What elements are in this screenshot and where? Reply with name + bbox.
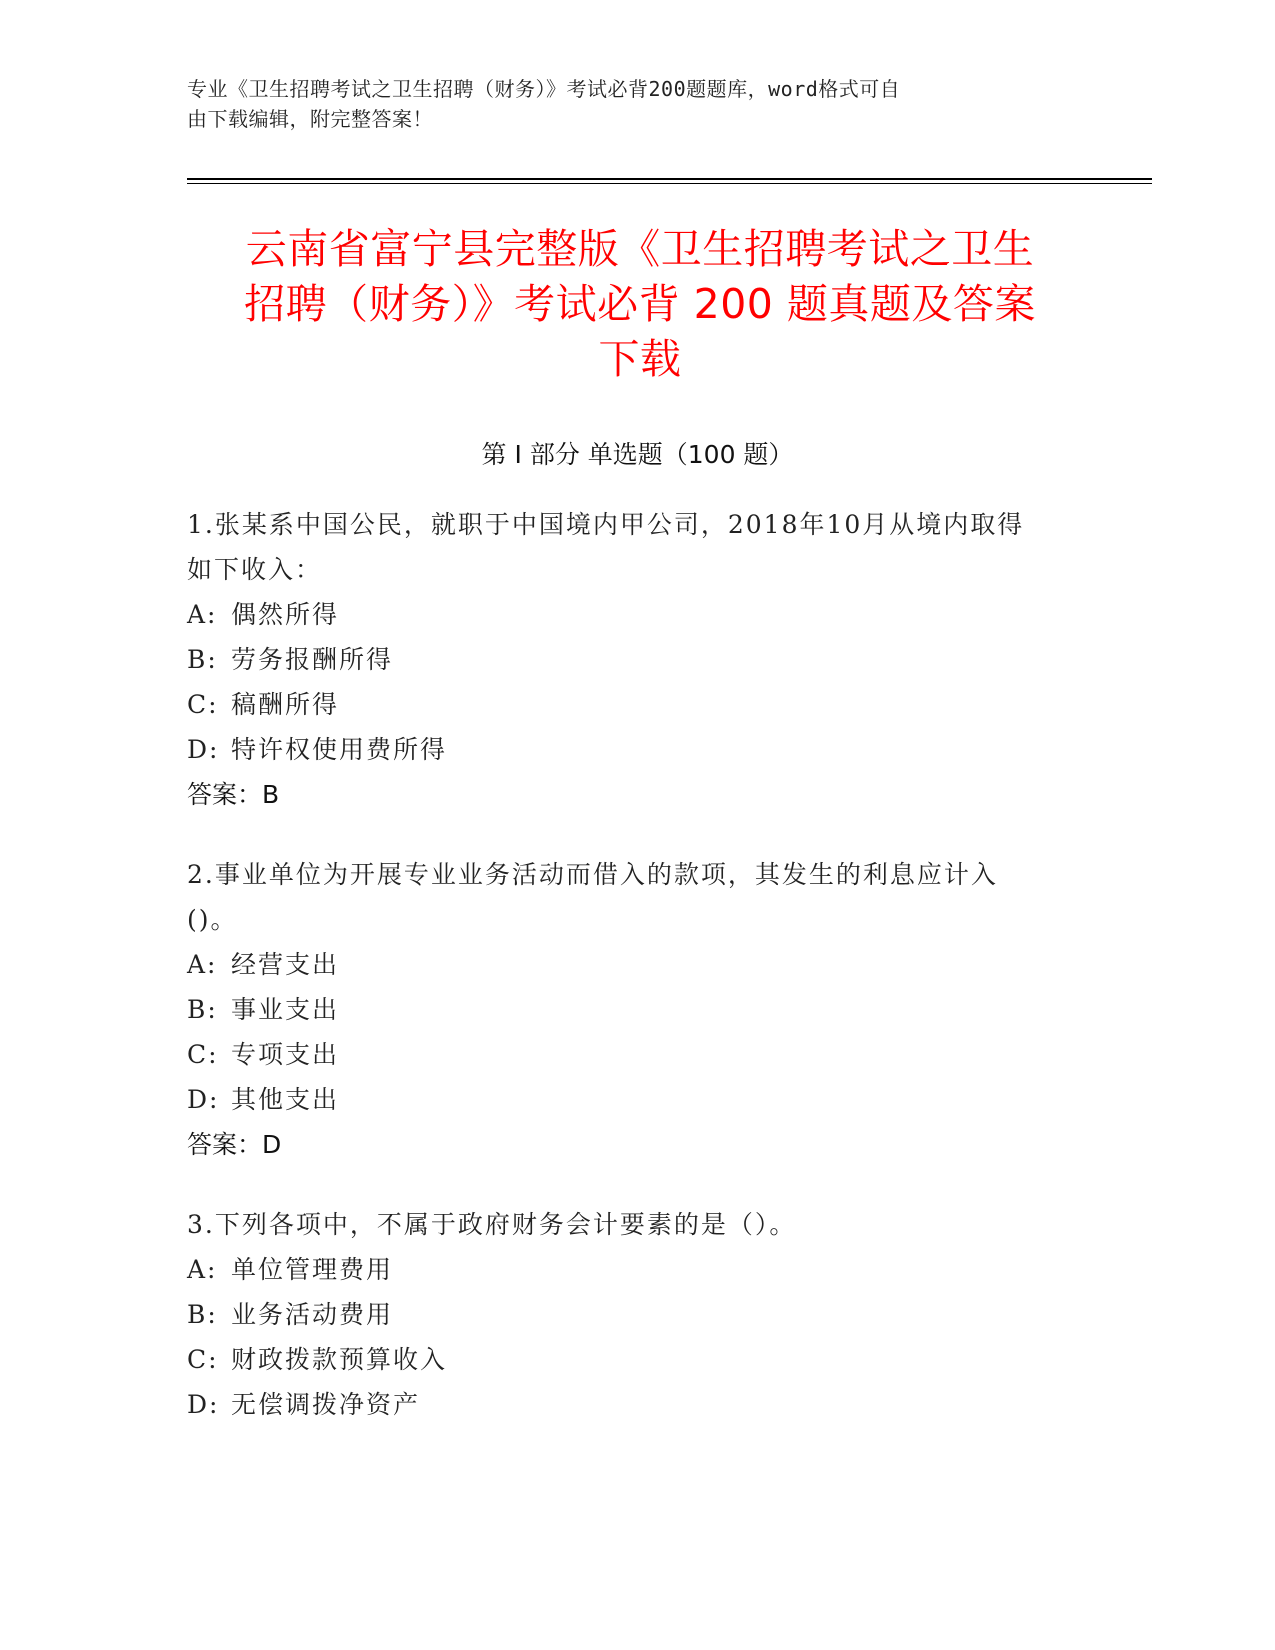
question-2 xyxy=(187,852,1087,1167)
option-text: 稿酬所得 xyxy=(231,690,340,719)
question-2-option-c xyxy=(187,1032,1087,1077)
option-letter: C: xyxy=(187,1345,219,1374)
question-3-option-c xyxy=(187,1337,1087,1382)
option-text: 经营支出 xyxy=(231,950,340,979)
question-1-option-a xyxy=(187,592,1087,637)
option-letter: C: xyxy=(187,690,219,719)
option-letter: D: xyxy=(187,1085,220,1114)
question-1-option-b xyxy=(187,637,1087,682)
option-letter: A: xyxy=(187,600,218,629)
question-3-option-a xyxy=(187,1247,1087,1292)
question-2-option-d xyxy=(187,1077,1087,1122)
option-text: 特许权使用费所得 xyxy=(231,735,448,764)
question-2-option-b xyxy=(187,987,1087,1032)
option-text: 事业支出 xyxy=(231,995,340,1024)
option-text: 财政拨款预算收入 xyxy=(231,1345,448,1374)
header-rule-thin xyxy=(187,183,1152,184)
question-1-answer: 答案：B xyxy=(187,780,280,809)
option-text: 其他支出 xyxy=(231,1085,340,1114)
option-letter: B: xyxy=(187,995,218,1024)
document-title xyxy=(180,222,1100,387)
header-note-line-2: 由下载编辑，附完整答案！ xyxy=(187,107,433,131)
option-text: 业务活动费用 xyxy=(231,1300,394,1329)
option-text: 无偿调拨净资产 xyxy=(231,1390,421,1419)
question-3-option-b xyxy=(187,1292,1087,1337)
question-2-option-a xyxy=(187,942,1087,987)
title-line-3: 下载 xyxy=(598,335,682,383)
title-line-1: 云南省富宁县完整版《卫生招聘考试之卫生 xyxy=(245,225,1035,273)
question-1-stem-line-2: 如下收入： xyxy=(187,555,323,584)
question-2-stem-line-2: ()。 xyxy=(187,905,238,934)
option-letter: A: xyxy=(187,1255,218,1284)
section-title: 第 I 部分 单选题（100 题） xyxy=(481,440,794,469)
option-letter: B: xyxy=(187,645,218,674)
option-letter: B: xyxy=(187,1300,218,1329)
option-letter: C: xyxy=(187,1040,219,1069)
question-3-stem-line-1: 3.下列各项中，不属于政府财务会计要素的是（）。 xyxy=(187,1210,797,1239)
option-text: 劳务报酬所得 xyxy=(231,645,394,674)
question-2-answer: 答案：D xyxy=(187,1130,282,1159)
header-rule-thick xyxy=(187,178,1152,180)
option-text: 偶然所得 xyxy=(231,600,340,629)
question-3-option-d xyxy=(187,1382,1087,1427)
header-note-line-1: 专业《卫生招聘考试之卫生招聘（财务）》考试必背200题题库，word格式可自 xyxy=(187,77,901,101)
question-2-stem-line-1: 2.事业单位为开展专业业务活动而借入的款项，其发生的利息应计入 xyxy=(187,860,998,889)
question-3 xyxy=(187,1202,1087,1427)
option-letter: A: xyxy=(187,950,218,979)
title-line-2: 招聘（财务）》考试必背 200 题真题及答案 xyxy=(244,280,1036,328)
question-1-option-c xyxy=(187,682,1087,727)
question-1 xyxy=(187,502,1087,817)
question-1-stem-line-1: 1.张某系中国公民，就职于中国境内甲公司，2018年10月从境内取得 xyxy=(187,510,1025,539)
option-text: 单位管理费用 xyxy=(231,1255,394,1284)
option-text: 专项支出 xyxy=(231,1040,340,1069)
header-note xyxy=(187,74,1087,134)
option-letter: D: xyxy=(187,735,220,764)
question-1-option-d xyxy=(187,727,1087,772)
option-letter: D: xyxy=(187,1390,220,1419)
